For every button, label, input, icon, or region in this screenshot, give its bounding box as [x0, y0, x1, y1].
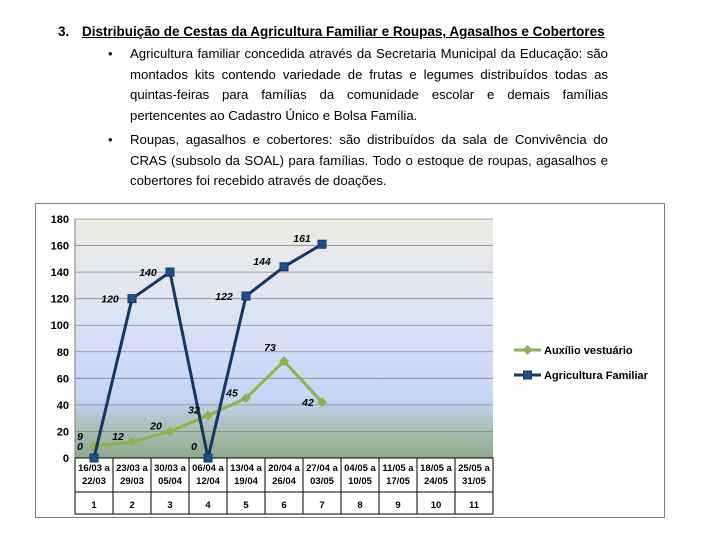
section-title: Distribuição de Cestas da Agricultura Familiar e Roupas, Agasalhos e Cobertores [82, 24, 605, 39]
line-chart [36, 204, 664, 517]
legend-marker [523, 345, 533, 355]
legend-label: Agricultura Familiar [544, 370, 648, 382]
x-tick-label: 25/05 a [458, 463, 490, 474]
x-index-label: 11 [468, 500, 480, 511]
bullet-text: Roupas, agasalhos e cobertores: são distribuídos da sala de Convivência do CRAS (subsolo da SOAL) para famílias. Todo o estoque de roupas, agasalhos e cobertores foi recebido através de doações. [130, 132, 608, 188]
x-tick-label: 06/04 a [192, 463, 224, 474]
x-index-label: 6 [281, 500, 287, 511]
data-label-auxilio-vestuario: 45 [226, 387, 238, 400]
data-label-agricultura-familiar: 144 [253, 255, 271, 268]
x-tick-label: 29/03 [120, 476, 144, 487]
y-tick-label: 120 [50, 293, 69, 306]
y-tick-label: 0 [62, 453, 69, 465]
bullet-roupas [108, 130, 608, 192]
x-tick-label: 11/05 a [382, 463, 414, 474]
x-tick-label: 20/04 a [268, 463, 300, 474]
section-heading [58, 24, 605, 39]
data-point-agricultura-familiar [128, 295, 136, 303]
y-tick-label: 160 [50, 240, 69, 253]
x-index-label: 2 [129, 500, 135, 511]
x-tick-label: 04/05 a [344, 463, 376, 474]
x-tick-label: 05/04 [158, 476, 182, 487]
x-index-label: 7 [319, 500, 325, 511]
bullet-text: Agricultura familiar concedida através da Secretaria Municipal da Educação: são montados kits contendo variedade de frutas e legumes distribuídos todas as quintas-feiras para famílias da comunidade escolar e demais famílias pertencentes ao Cadastro Único e Bolsa Família. [130, 46, 608, 123]
data-label-auxilio-vestuario: 42 [302, 397, 314, 410]
x-tick-label: 30/03 a [154, 463, 186, 474]
x-tick-label: 18/05 a [420, 463, 452, 474]
x-index-label: 5 [243, 500, 249, 511]
x-tick-label: 10/05 [348, 476, 372, 487]
data-label-auxilio-vestuario: 9 [77, 431, 83, 444]
x-index-label: 3 [167, 500, 173, 511]
data-label-auxilio-vestuario: 32 [188, 404, 200, 417]
bullet-list [108, 44, 608, 196]
data-label-auxilio-vestuario: 12 [112, 431, 124, 444]
x-index-label: 4 [205, 500, 211, 511]
data-point-agricultura-familiar [204, 454, 212, 462]
data-label-agricultura-familiar: 122 [215, 291, 233, 304]
x-tick-label: 27/04 a [306, 463, 338, 474]
data-label-auxilio-vestuario: 73 [264, 342, 276, 355]
y-tick-label: 140 [50, 267, 69, 280]
x-tick-label: 13/04 a [230, 463, 262, 474]
x-tick-label: 24/05 [424, 476, 448, 487]
x-index-label: 9 [395, 500, 401, 511]
data-point-agricultura-familiar [90, 454, 98, 462]
chart-frame [35, 203, 665, 518]
x-tick-label: 19/04 [234, 476, 258, 487]
x-tick-label: 22/03 [82, 476, 106, 487]
x-index-label: 8 [357, 500, 363, 511]
plot-area [75, 219, 493, 458]
data-label-agricultura-familiar: 140 [139, 267, 157, 280]
legend-label: Auxílio vestuário [544, 345, 633, 357]
x-tick-label: 03/05 [310, 476, 334, 487]
x-tick-label: 23/03 a [116, 463, 148, 474]
bullet-marker: • [108, 132, 113, 147]
x-index-label: 10 [430, 500, 442, 511]
legend-marker [524, 371, 532, 379]
data-label-agricultura-familiar: 120 [101, 293, 119, 306]
x-tick-label: 26/04 [272, 476, 296, 487]
data-label-auxilio-vestuario: 20 [150, 420, 162, 433]
data-label-agricultura-familiar: 0 [77, 441, 83, 453]
bullet-agricultura [108, 44, 608, 126]
data-label-agricultura-familiar: 161 [293, 233, 311, 246]
y-tick-label: 180 [50, 214, 69, 226]
x-index-label: 1 [91, 500, 97, 511]
y-tick-label: 80 [56, 346, 69, 359]
data-label-agricultura-familiar: 0 [191, 441, 197, 453]
x-tick-label: 17/05 [386, 476, 410, 487]
y-tick-label: 100 [50, 320, 69, 333]
data-point-agricultura-familiar [318, 240, 326, 248]
x-tick-label: 12/04 [196, 476, 220, 487]
x-tick-label: 31/05 [462, 476, 486, 487]
y-tick-label: 20 [56, 426, 69, 439]
data-point-agricultura-familiar [166, 268, 174, 276]
x-tick-label: 16/03 a [78, 463, 110, 474]
y-tick-label: 40 [56, 399, 69, 412]
data-point-agricultura-familiar [242, 292, 250, 300]
section-number: 3. [58, 24, 70, 39]
bullet-marker: • [108, 46, 113, 61]
data-point-agricultura-familiar [280, 263, 288, 271]
y-tick-label: 60 [56, 373, 69, 386]
